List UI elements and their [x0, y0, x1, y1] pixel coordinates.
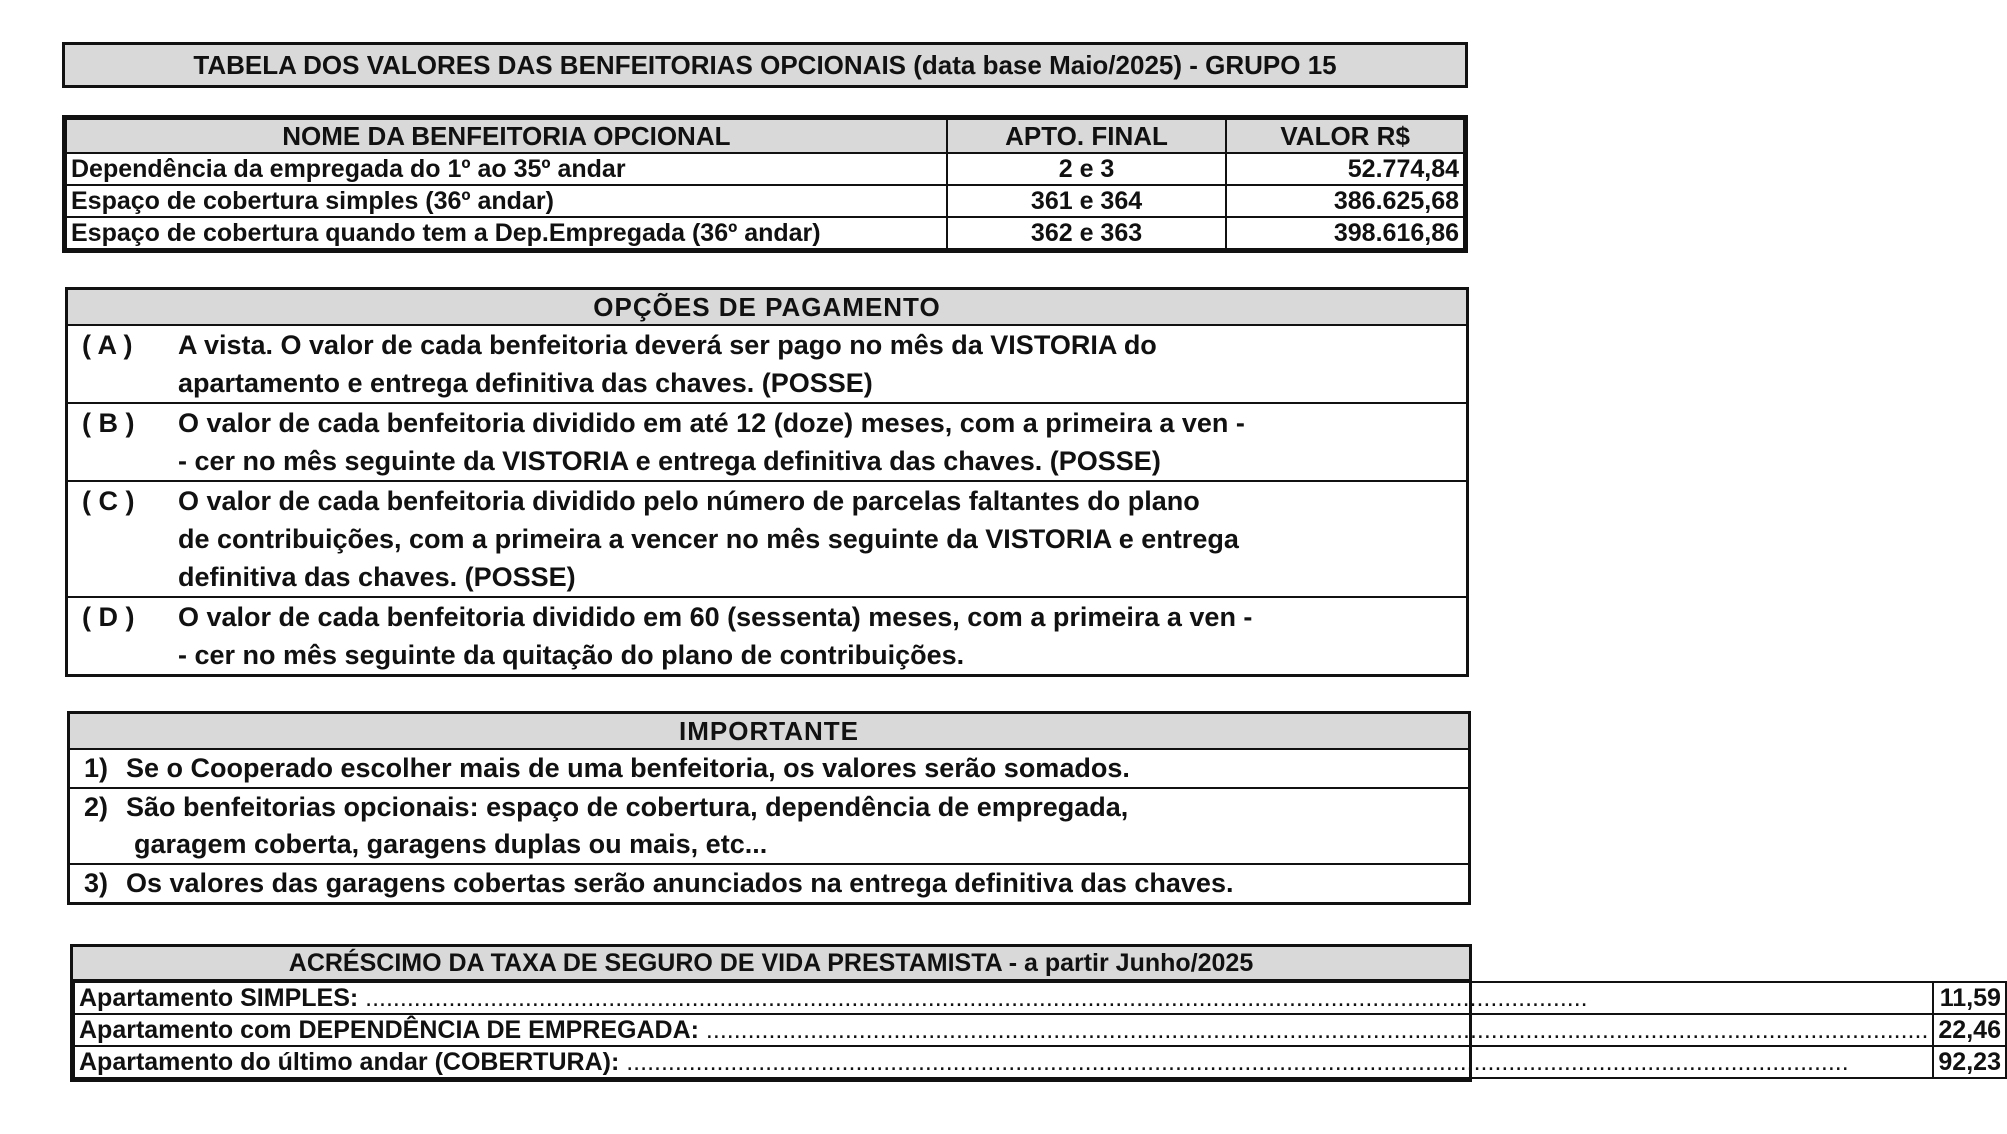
benfeitoria-nome: Espaço de cobertura simples (36º andar) — [66, 185, 947, 217]
table-row — [74, 982, 2006, 1014]
seguro-label: Apartamento com DEPENDÊNCIA DE EMPREGADA: ..... — [79, 1016, 1928, 1044]
item-text: Os valores das garagens cobertas serão anunciados na entrega definitiva das chaves. — [126, 868, 1234, 898]
importante-section — [67, 711, 1471, 905]
table-row — [74, 1046, 2006, 1078]
benfeitoria-nome: Espaço de cobertura quando tem a Dep.Empregada (36º andar) — [66, 217, 947, 249]
column-header-valor: VALOR R$ — [1226, 119, 1464, 153]
option-key: ( A ) — [82, 330, 133, 360]
option-text: definitiva das chaves. (POSSE) — [178, 562, 576, 592]
benfeitorias-table — [62, 115, 1468, 253]
option-text: de contribuições, com a primeira a vencer no mês seguinte da VISTORIA e entrega — [178, 524, 1239, 554]
option-b — [68, 404, 1466, 482]
item-number: 1) — [84, 753, 109, 783]
benfeitoria-valor: 398.616,86 — [1226, 217, 1464, 249]
table-row — [66, 217, 1464, 249]
seguro-valor: 11,59 — [1933, 982, 2006, 1014]
benfeitoria-valor: 386.625,68 — [1226, 185, 1464, 217]
table-row — [66, 153, 1464, 185]
seguro-label: Apartamento do último andar (COBERTURA): ..... — [79, 1048, 1849, 1076]
option-text: - cer no mês seguinte da quitação do plano de contribuições. — [178, 640, 965, 670]
seguro-label: Apartamento SIMPLES: ..... — [79, 984, 1588, 1012]
item-text: Se o Cooperado escolher mais de uma benfeitoria, os valores serão somados. — [126, 753, 1130, 783]
column-header-nome: NOME DA BENFEITORIA OPCIONAL — [66, 119, 947, 153]
page-title: TABELA DOS VALORES DAS BENFEITORIAS OPCIONAIS (data base Maio/2025) - GRUPO 15 — [62, 42, 1468, 88]
option-key: ( D ) — [82, 602, 135, 632]
benfeitoria-apto: 362 e 363 — [947, 217, 1227, 249]
pagamento-header: OPÇÕES DE PAGAMENTO — [68, 290, 1466, 326]
importante-header: IMPORTANTE — [70, 714, 1468, 750]
option-key: ( B ) — [82, 408, 135, 438]
option-text: A vista. O valor de cada benfeitoria deverá ser pago no mês da VISTORIA do — [178, 330, 1157, 360]
pagamento-section — [65, 287, 1469, 677]
seguro-header: ACRÉSCIMO DA TAXA DE SEGURO DE VIDA PRESTAMISTA - a partir Junho/2025 — [73, 947, 1469, 981]
benfeitoria-valor: 52.774,84 — [1226, 153, 1464, 185]
option-text: apartamento e entrega definitiva das chaves. (POSSE) — [178, 368, 873, 398]
list-item — [70, 750, 1468, 789]
item-text: São benfeitorias opcionais: espaço de cobertura, dependência de empregada, — [126, 792, 1129, 822]
seguro-section — [70, 944, 2001, 1082]
option-text: O valor de cada benfeitoria dividido em até 12 (doze) meses, com a primeira a ven - — [178, 408, 1245, 438]
seguro-valor: 92,23 — [1933, 1046, 2006, 1078]
item-number: 3) — [84, 868, 109, 898]
option-a — [68, 326, 1466, 404]
benfeitoria-nome: Dependência da empregada do 1º ao 35º andar — [66, 153, 947, 185]
option-text: - cer no mês seguinte da VISTORIA e entrega definitiva das chaves. (POSSE) — [178, 446, 1161, 476]
benfeitoria-apto: 361 e 364 — [947, 185, 1227, 217]
option-text: O valor de cada benfeitoria dividido pelo número de parcelas faltantes do plano — [178, 486, 1200, 516]
seguro-valor: 22,46 — [1933, 1014, 2006, 1046]
item-number: 2) — [84, 792, 109, 822]
table-row — [66, 185, 1464, 217]
option-text: O valor de cada benfeitoria dividido em 60 (sessenta) meses, com a primeira a ven - — [178, 602, 1253, 632]
table-row — [74, 1014, 2006, 1046]
list-item — [70, 789, 1468, 865]
item-text: garagem coberta, garagens duplas ou mais, etc... — [134, 829, 768, 859]
option-c — [68, 482, 1466, 598]
option-key: ( C ) — [82, 486, 135, 516]
table-header-row — [66, 119, 1464, 153]
option-d — [68, 598, 1466, 674]
list-item — [70, 865, 1468, 902]
column-header-apto: APTO. FINAL — [947, 119, 1227, 153]
benfeitoria-apto: 2 e 3 — [947, 153, 1227, 185]
